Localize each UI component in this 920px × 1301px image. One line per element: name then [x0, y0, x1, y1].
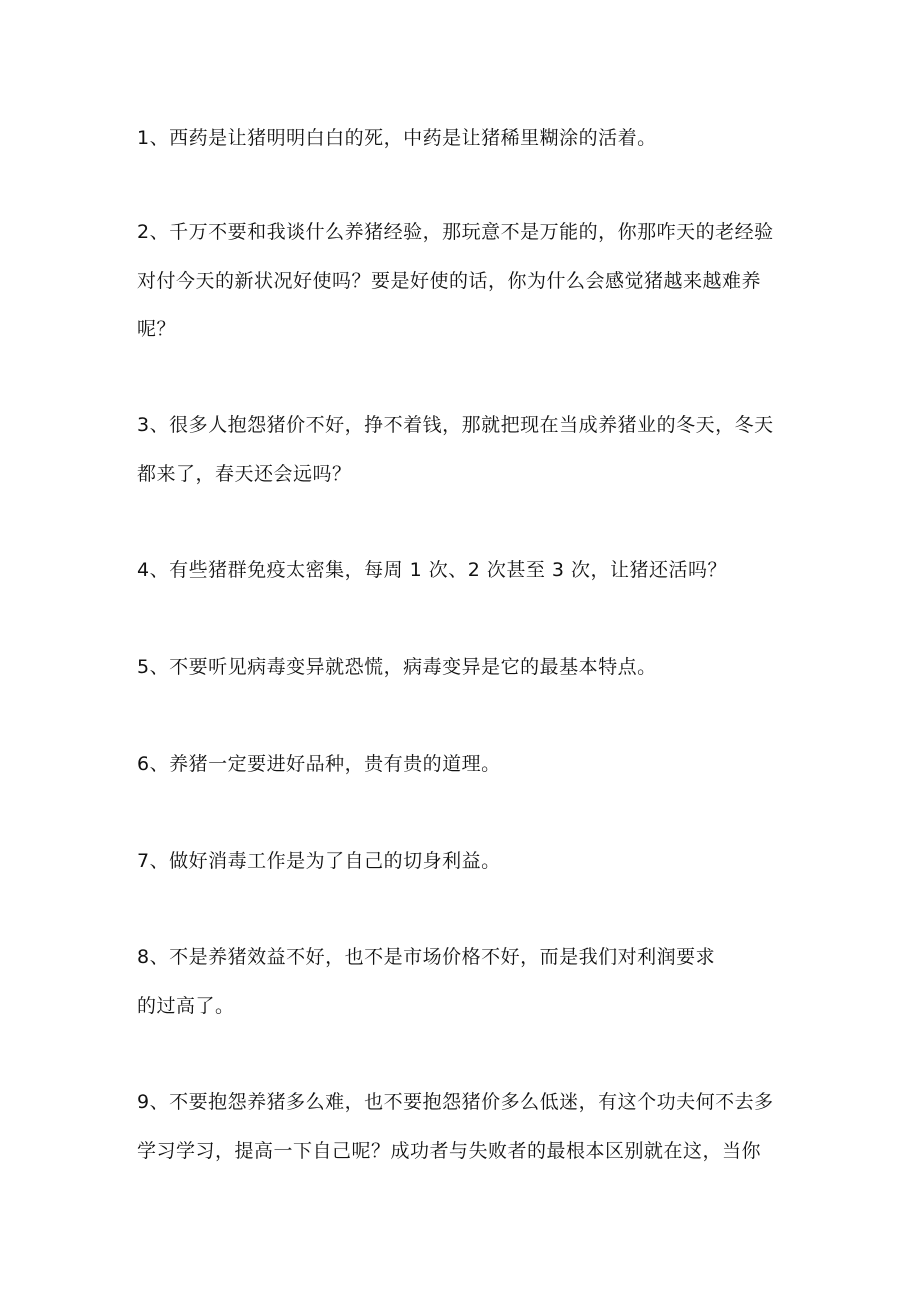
item-9-line-1: 9、不要抱怨养猪多么难，也不要抱怨猪价多么低迷，有这个功夫何不去多 — [137, 1091, 774, 1113]
item-2-line-1: 2、千万不要和我谈什么养猪经验，那玩意不是万能的，你那咋天的老经验 — [137, 221, 774, 243]
item-7-line-1: 7、做好消毒工作是为了自己的切身利益。 — [137, 850, 501, 872]
item-9-line-2: 学习学习，提高一下自己呢？成功者与失败者的最根本区别就在这，当你 — [137, 1140, 762, 1162]
item-5-line-1: 5、不要听见病毒变异就恐慌，病毒变异是它的最基本特点。 — [137, 656, 657, 678]
item-4-line-1: 4、有些猪群免疫太密集，每周 1 次、2 次甚至 3 次，让猪还活吗？ — [137, 559, 728, 581]
item-3-line-2: 都来了，春天还会远吗？ — [137, 463, 352, 485]
item-2-line-2: 对付今天的新状况好使吗？要是好使的话，你为什么会感觉猪越来越难养 — [137, 270, 762, 292]
item-2-line-3: 呢？ — [137, 318, 177, 340]
item-8-line-1: 8、不是养猪效益不好，也不是市场价格不好，而是我们对利润要求 — [137, 946, 716, 968]
item-8-line-2: 的过高了。 — [137, 995, 235, 1017]
item-1-line-1: 1、西药是让猪明明白白的死，中药是让猪稀里糊涂的活着。 — [137, 127, 657, 149]
item-3-line-1: 3、很多人抱怨猪价不好，挣不着钱，那就把现在当成养猪业的冬天，冬天 — [137, 414, 774, 436]
item-6-line-1: 6、养猪一定要进好品种，贵有贵的道理。 — [137, 753, 501, 775]
